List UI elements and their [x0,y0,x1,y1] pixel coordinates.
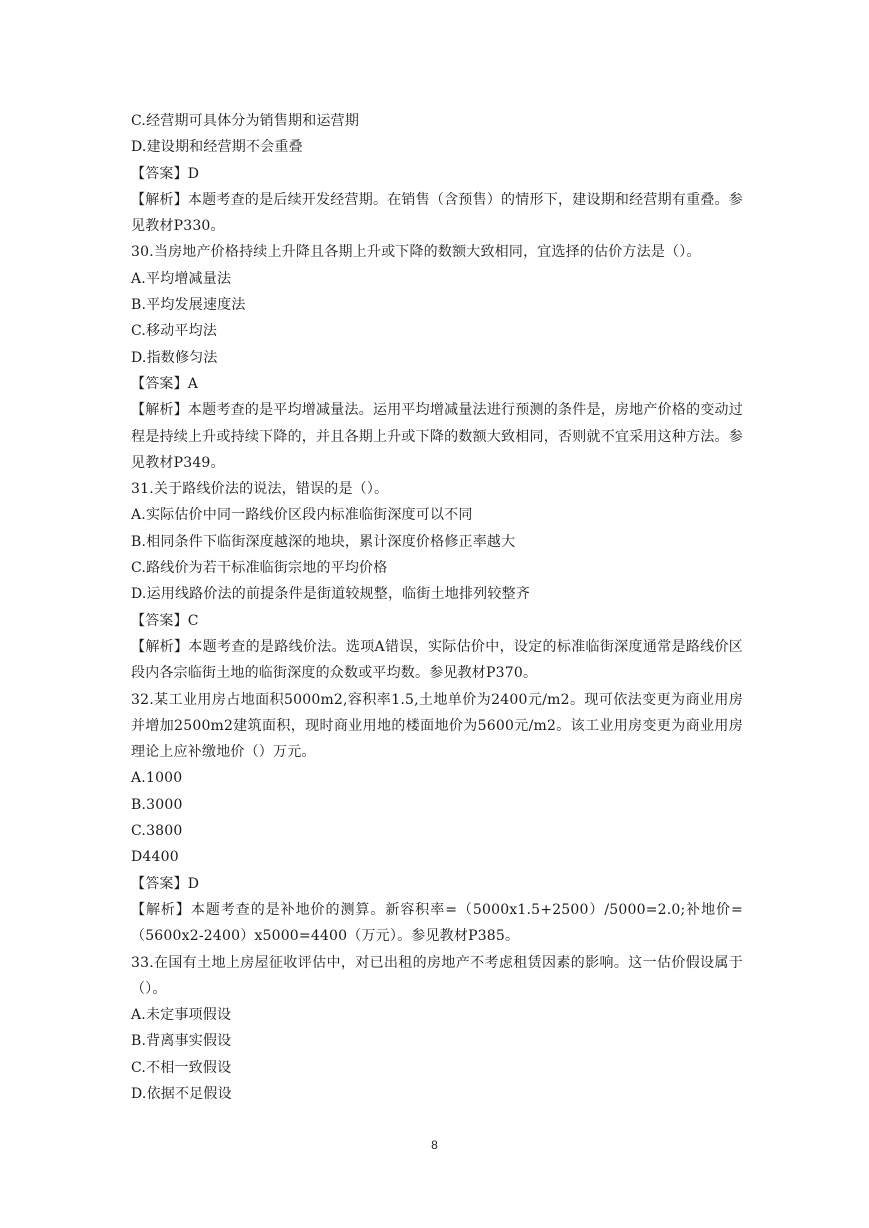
question-text: 30.当房地产价格持续上升降且各期上升或下降的数额大致相同，宜选择的估价方法是（）。 [131,244,701,261]
option-text: C.路线价为若干标准临街宗地的平均价格 [131,560,388,577]
option-text: B.3000 [131,796,183,813]
question-text: 32.某工业用房占地面积5000m2,容积率1.5,土地单价为2400元/m2。现可依法变更为商业用房并增加2500m2建筑面积，现时商业用地的楼面地价为5600元/m2。该工业用房变更为商业用房理论上应补缴地价（）万元。 [131,691,743,761]
option-text: B.背离事实假设 [131,1033,232,1050]
answer-text: 【答案】D [131,165,200,182]
answer-text: 【答案】D [131,875,200,892]
page-number: 8 [431,1138,438,1152]
option-text: A.平均增减量法 [131,270,232,287]
answer-text: 【答案】C [131,612,199,629]
option-text: A.实际估价中同一路线价区段内标准临街深度可以不同 [131,507,473,524]
option-text: D4400 [131,849,179,866]
analysis-text: 【解析】本题考查的是平均增减量法。运用平均增减量法进行预测的条件是，房地产价格的变动过程是持续上升或持续下降的，并且各期上升或下降的数额大致相同，否则就不宜采用这种方法。参见教材P349。 [131,402,743,471]
option-text: D.依据不足假设 [131,1085,232,1102]
option-text: A.1000 [131,770,183,787]
answer-text: 【答案】A [131,375,199,392]
analysis-text: 【解析】本题考查的是后续开发经营期。在销售（含预售）的情形下，建设期和经营期有重叠。参见教材P330。 [131,191,743,235]
option-text: D.指数修匀法 [131,349,218,366]
option-text: B.相同条件下临街深度越深的地块，累计深度价格修正率越大 [131,533,516,550]
option-text: B.平均发展速度法 [131,297,246,314]
option-text: D.建设期和经营期不会重叠 [131,139,303,156]
option-text: C.3800 [131,823,183,840]
option-text: D.运用线路价法的前提条件是街道较规整，临街土地排列较整齐 [131,586,530,603]
document-body [131,108,743,1107]
option-text: C.移动平均法 [131,323,218,340]
analysis-text: 【解析】本题考查的是路线价法。选项A错误，实际估价中，设定的标准临街深度通常是路线价区段内各宗临街土地的临街深度的众数或平均数。参见教材P370。 [131,638,743,682]
question-text: 33.在国有土地上房屋征收评估中，对已出租的房地产不考虑租赁因素的影响。这一估价假设属于（）。 [131,954,743,997]
option-text: C.不相一致假设 [131,1059,232,1076]
option-text: C.经营期可具体分为销售期和运营期 [131,113,360,129]
question-text: 31.关于路线价法的说法，错误的是（）。 [131,481,389,498]
option-text: A.未定事项假设 [131,1007,232,1024]
analysis-text: 【解析】本题考查的是补地价的测算。新容积率=（5000x1.5+2500）/5000=2.0;补地价=（5600x2-2400）x5000=4400（万元）。参见教材P385。 [131,901,743,945]
